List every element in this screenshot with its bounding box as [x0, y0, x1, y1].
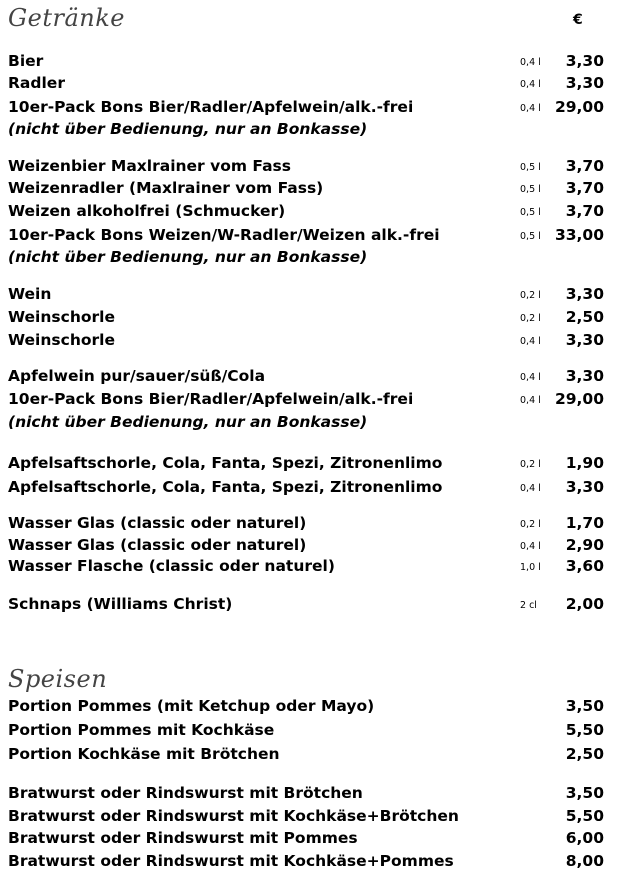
- item-name: Portion Kochkäse mit Brötchen: [8, 745, 280, 763]
- menu-item: [8, 829, 604, 851]
- item-price: 3,70: [565, 202, 604, 220]
- menu-item: [8, 536, 604, 558]
- item-size: 0,2 l: [520, 459, 541, 470]
- menu-note: [8, 413, 604, 435]
- section-title-getraenke: Getränke: [8, 4, 126, 32]
- menu-item: [8, 784, 604, 806]
- item-price: 33,00: [554, 226, 604, 244]
- item-name: Weizenradler (Maxlrainer vom Fass): [8, 179, 324, 197]
- item-name: Apfelsaftschorle, Cola, Fanta, Spezi, Zitronenlimo: [8, 478, 443, 496]
- menu-item: [8, 367, 604, 389]
- item-name: Weizen alkoholfrei (Schmucker): [8, 202, 286, 220]
- item-price: 5,50: [565, 721, 604, 739]
- item-name: Bier: [8, 52, 44, 70]
- item-price: 1,90: [565, 454, 604, 472]
- item-size: 0,4 l: [520, 372, 541, 383]
- item-size: 0,4 l: [520, 79, 541, 90]
- menu-item: [8, 595, 604, 617]
- menu-item: [8, 514, 604, 536]
- item-price: 2,00: [565, 595, 604, 613]
- item-price: 29,00: [554, 390, 604, 408]
- item-name: Radler: [8, 74, 65, 92]
- menu-note: [8, 120, 604, 142]
- item-price: 8,00: [565, 852, 604, 870]
- item-name: Bratwurst oder Rindswurst mit Kochkäse+Brötchen: [8, 807, 459, 825]
- item-price: 3,70: [565, 157, 604, 175]
- item-size: 0,4 l: [520, 395, 541, 406]
- item-price: 5,50: [565, 807, 604, 825]
- currency-header: €: [573, 12, 583, 28]
- item-name: Apfelsaftschorle, Cola, Fanta, Spezi, Zitronenlimo: [8, 454, 443, 472]
- item-price: 2,90: [565, 536, 604, 554]
- item-name: Wein: [8, 285, 52, 303]
- item-size: 0,4 l: [520, 541, 541, 552]
- item-price: 3,50: [565, 784, 604, 802]
- item-price: 29,00: [554, 98, 604, 116]
- item-size: 0,5 l: [520, 231, 541, 242]
- item-size: 0,2 l: [520, 290, 541, 301]
- item-price: 2,50: [565, 308, 604, 326]
- menu-item: [8, 852, 604, 874]
- menu-item: [8, 52, 604, 74]
- menu-item: [8, 202, 604, 224]
- menu-note: [8, 248, 604, 270]
- item-name: Weizenbier Maxlrainer vom Fass: [8, 157, 291, 175]
- item-price: 6,00: [565, 829, 604, 847]
- item-name: Wasser Flasche (classic oder naturel): [8, 557, 335, 575]
- item-price: 3,30: [565, 478, 604, 496]
- item-size: 2 cl: [520, 600, 537, 611]
- item-name: Wasser Glas (classic oder naturel): [8, 514, 307, 532]
- item-size: 0,2 l: [520, 519, 541, 530]
- item-size: 0,5 l: [520, 184, 541, 195]
- item-price: 3,30: [565, 52, 604, 70]
- menu-item: [8, 308, 604, 330]
- item-size: 0,2 l: [520, 313, 541, 324]
- menu-item: [8, 721, 604, 743]
- menu-item: [8, 697, 604, 719]
- item-size: 0,5 l: [520, 207, 541, 218]
- note-text: (nicht über Bedienung, nur an Bonkasse): [8, 120, 368, 138]
- item-size: 0,5 l: [520, 162, 541, 173]
- menu-item: [8, 557, 604, 579]
- item-price: 3,30: [565, 367, 604, 385]
- item-size: 1,0 l: [520, 562, 541, 573]
- item-name: Bratwurst oder Rindswurst mit Brötchen: [8, 784, 363, 802]
- item-price: 3,70: [565, 179, 604, 197]
- item-price: 3,30: [565, 331, 604, 349]
- menu-item: [8, 74, 604, 96]
- menu-item: [8, 478, 604, 500]
- menu-item: [8, 226, 604, 248]
- item-name: Bratwurst oder Rindswurst mit Kochkäse+Pommes: [8, 852, 454, 870]
- item-name: 10er-Pack Bons Bier/Radler/Apfelwein/alk.-frei: [8, 98, 414, 116]
- section-title-speisen: Speisen: [8, 665, 108, 693]
- item-price: 2,50: [565, 745, 604, 763]
- item-price: 3,30: [565, 285, 604, 303]
- item-price: 1,70: [565, 514, 604, 532]
- item-size: 0,4 l: [520, 103, 541, 114]
- item-name: Weinschorle: [8, 308, 115, 326]
- item-name: Portion Pommes mit Kochkäse: [8, 721, 275, 739]
- menu-item: [8, 98, 604, 120]
- item-name: Apfelwein pur/sauer/süß/Cola: [8, 367, 266, 385]
- item-name: Bratwurst oder Rindswurst mit Pommes: [8, 829, 358, 847]
- item-size: 0,4 l: [520, 483, 541, 494]
- item-name: 10er-Pack Bons Bier/Radler/Apfelwein/alk.-frei: [8, 390, 414, 408]
- item-name: Schnaps (Williams Christ): [8, 595, 233, 613]
- item-name: Portion Pommes (mit Ketchup oder Mayo): [8, 697, 375, 715]
- menu-item: [8, 454, 604, 476]
- menu-item: [8, 745, 604, 767]
- menu-item: [8, 331, 604, 353]
- menu-item: [8, 807, 604, 829]
- menu-item: [8, 285, 604, 307]
- item-name: Wasser Glas (classic oder naturel): [8, 536, 307, 554]
- menu-item: [8, 179, 604, 201]
- item-price: 3,50: [565, 697, 604, 715]
- item-price: 3,30: [565, 74, 604, 92]
- note-text: (nicht über Bedienung, nur an Bonkasse): [8, 248, 368, 266]
- item-name: 10er-Pack Bons Weizen/W-Radler/Weizen alk.-frei: [8, 226, 440, 244]
- item-size: 0,4 l: [520, 336, 541, 347]
- note-text: (nicht über Bedienung, nur an Bonkasse): [8, 413, 368, 431]
- menu-item: [8, 390, 604, 412]
- menu-item: [8, 157, 604, 179]
- item-size: 0,4 l: [520, 57, 541, 68]
- item-price: 3,60: [565, 557, 604, 575]
- item-name: Weinschorle: [8, 331, 115, 349]
